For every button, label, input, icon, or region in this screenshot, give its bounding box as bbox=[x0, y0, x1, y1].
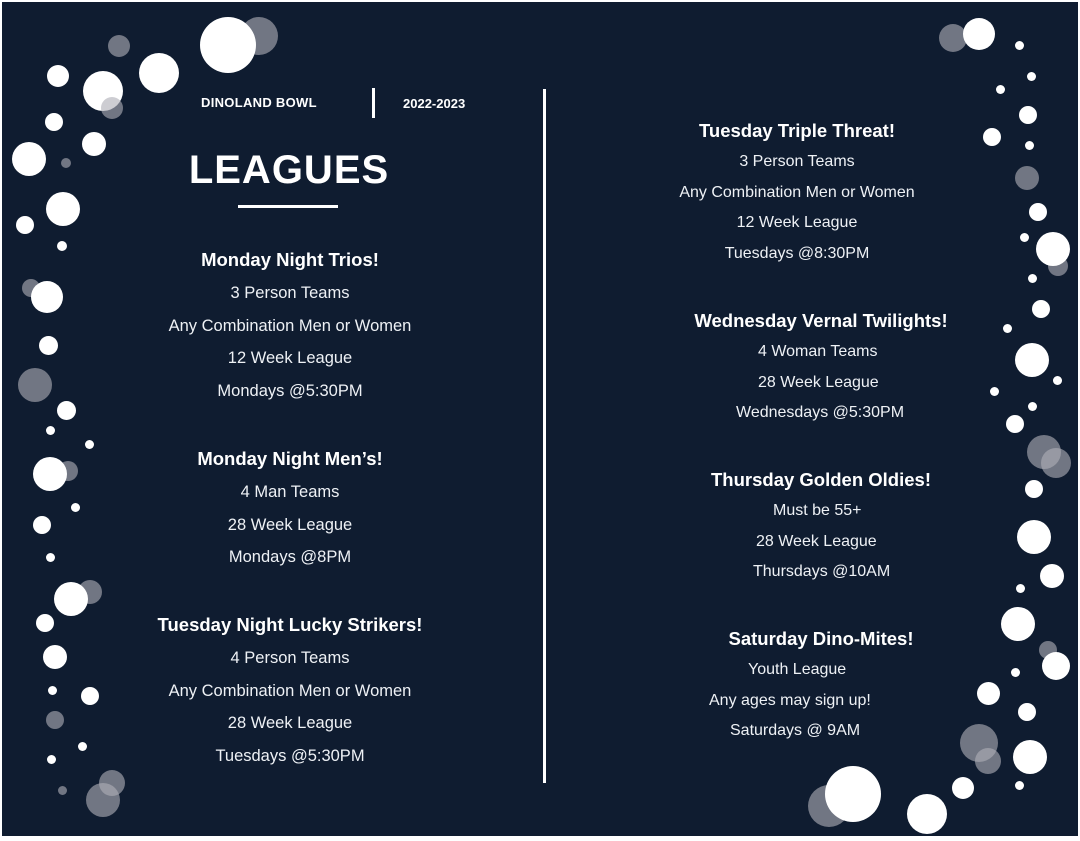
bubble-decoration bbox=[1042, 652, 1070, 680]
bubble-decoration bbox=[1036, 232, 1070, 266]
bubble-decoration bbox=[33, 516, 51, 534]
bubble-decoration bbox=[996, 85, 1005, 94]
bubble-decoration bbox=[1015, 41, 1024, 50]
league-detail: Saturdays @ 9AM bbox=[730, 722, 861, 739]
league-name: Wednesday Vernal Twilights! bbox=[694, 310, 948, 331]
bubble-decoration bbox=[45, 113, 63, 131]
bubble-decoration bbox=[31, 281, 63, 313]
bubble-decoration bbox=[907, 794, 947, 834]
bubble-decoration bbox=[1019, 106, 1037, 124]
bubble-decoration bbox=[18, 368, 52, 402]
league-detail: Youth League bbox=[748, 661, 847, 678]
league-detail: 28 Week League bbox=[227, 515, 353, 534]
league-detail: 4 Person Teams bbox=[230, 649, 350, 667]
bubble-decoration bbox=[1040, 564, 1064, 588]
league-detail: 4 Man Teams bbox=[240, 483, 340, 501]
bubble-decoration bbox=[57, 401, 76, 420]
title-underline bbox=[238, 205, 338, 208]
league-detail: Mondays @5:30PM bbox=[217, 381, 363, 400]
season-label: 2022-2023 bbox=[403, 96, 466, 111]
bubble-decoration bbox=[48, 686, 57, 695]
league-name: Saturday Dino-Mites! bbox=[728, 628, 914, 649]
league-detail: Any Combination Men or Women bbox=[168, 316, 412, 335]
league-tuesday-night-lucky-strikers bbox=[90, 608, 490, 772]
league-name: Thursday Golden Oldies! bbox=[711, 469, 931, 490]
organization-name: DINOLAND BOWL bbox=[201, 95, 317, 110]
bubble-decoration bbox=[82, 132, 106, 156]
bubble-decoration bbox=[1015, 166, 1039, 190]
league-detail: Any ages may sign up! bbox=[709, 691, 871, 709]
bubble-decoration bbox=[39, 336, 58, 355]
bubble-decoration bbox=[975, 748, 1001, 774]
bubble-decoration bbox=[1015, 781, 1024, 790]
league-detail: Tuesdays @8:30PM bbox=[724, 244, 870, 262]
bubble-decoration bbox=[86, 783, 120, 817]
league-detail: 28 Week League bbox=[756, 532, 877, 550]
league-thursday-golden-oldies bbox=[621, 463, 1021, 588]
bubble-decoration bbox=[46, 553, 55, 562]
bubble-decoration bbox=[46, 711, 64, 729]
bubble-decoration bbox=[47, 755, 56, 764]
bubble-decoration bbox=[1053, 376, 1062, 385]
bubble-decoration bbox=[58, 786, 67, 795]
league-detail: 3 Person Teams bbox=[739, 153, 855, 170]
bubble-decoration bbox=[16, 216, 34, 234]
bubble-decoration bbox=[1041, 448, 1071, 478]
bubble-decoration bbox=[952, 777, 974, 799]
bubble-decoration bbox=[108, 35, 130, 57]
bubble-decoration bbox=[1028, 274, 1037, 283]
bubble-decoration bbox=[33, 457, 67, 491]
league-detail: Tuesdays @5:30PM bbox=[215, 746, 365, 765]
league-name: Monday Night Trios! bbox=[201, 249, 379, 270]
league-saturday-dino-mites bbox=[621, 622, 1021, 747]
league-name: Tuesday Triple Threat! bbox=[698, 120, 895, 141]
bubble-decoration bbox=[1025, 141, 1034, 150]
bubble-decoration bbox=[1028, 402, 1037, 411]
bubble-decoration bbox=[825, 766, 881, 822]
bubble-decoration bbox=[36, 614, 54, 632]
league-detail: Mondays @8PM bbox=[228, 548, 352, 566]
bubble-decoration bbox=[200, 17, 256, 73]
bubble-decoration bbox=[963, 18, 995, 50]
bubble-decoration bbox=[1032, 300, 1050, 318]
bubble-decoration bbox=[101, 97, 123, 119]
bubble-decoration bbox=[46, 426, 55, 435]
page-title: LEAGUES bbox=[188, 148, 390, 192]
league-tuesday-triple-threat bbox=[597, 114, 997, 269]
flyer-page bbox=[2, 2, 1078, 836]
league-wednesday-vernal-twilights bbox=[621, 304, 1021, 429]
bubble-decoration bbox=[1017, 520, 1051, 554]
bubble-decoration bbox=[139, 53, 179, 93]
bubble-decoration bbox=[71, 503, 80, 512]
league-detail: Must be 55+ bbox=[773, 502, 862, 519]
league-detail: Thursdays @10AM bbox=[753, 563, 891, 580]
bubble-decoration bbox=[1025, 480, 1043, 498]
league-name: Monday Night Men’s! bbox=[197, 448, 383, 469]
league-monday-night-trios bbox=[90, 243, 490, 407]
bubble-decoration bbox=[78, 742, 87, 751]
league-detail: 4 Woman Teams bbox=[758, 343, 878, 360]
league-detail: 12 Week League bbox=[736, 214, 858, 231]
bubble-decoration bbox=[1020, 233, 1029, 242]
bubble-decoration bbox=[54, 582, 88, 616]
league-detail: 28 Week League bbox=[227, 714, 353, 732]
column-divider bbox=[543, 89, 546, 783]
bubble-decoration bbox=[43, 645, 67, 669]
bubble-decoration bbox=[47, 65, 69, 87]
league-detail: Any Combination Men or Women bbox=[679, 183, 915, 201]
league-detail: Wednesdays @5:30PM bbox=[736, 404, 905, 421]
bubble-decoration bbox=[46, 192, 80, 226]
bubble-decoration bbox=[61, 158, 71, 168]
bubble-decoration bbox=[1027, 72, 1036, 81]
bubble-decoration bbox=[1029, 203, 1047, 221]
header-separator bbox=[372, 88, 375, 118]
bubble-decoration bbox=[57, 241, 67, 251]
league-detail: 3 Person Teams bbox=[230, 284, 350, 302]
bubble-decoration bbox=[12, 142, 46, 176]
league-name: Tuesday Night Lucky Strikers! bbox=[157, 614, 423, 635]
league-monday-night-mens bbox=[90, 442, 490, 574]
league-detail: 28 Week League bbox=[758, 373, 879, 391]
league-detail: 12 Week League bbox=[227, 349, 353, 367]
league-detail: Any Combination Men or Women bbox=[168, 681, 412, 700]
